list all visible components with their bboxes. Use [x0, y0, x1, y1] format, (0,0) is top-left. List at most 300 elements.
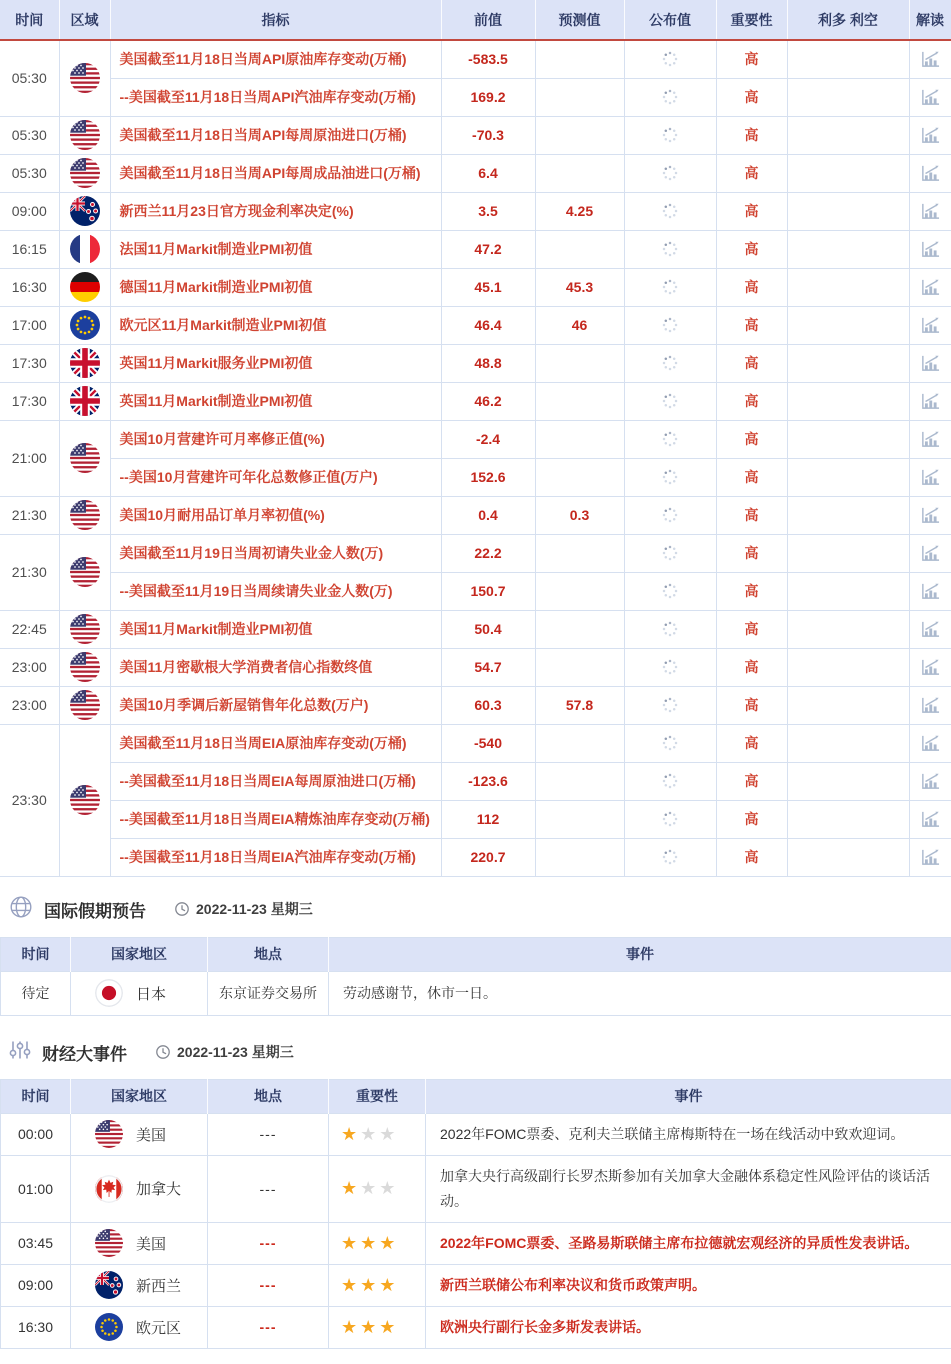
forecast-value-cell: 4.25	[535, 192, 624, 230]
star-filled-icon: ★	[360, 1274, 377, 1295]
country-label: 欧元区	[136, 1319, 182, 1337]
country-wrap	[95, 1313, 206, 1341]
bull-bear-cell	[787, 572, 909, 610]
indicator-cell: 美国截至11月18日当周EIA原油库存变动(万桶)	[110, 724, 441, 762]
star-filled-icon: ★	[341, 1232, 358, 1253]
importance-cell: 高	[716, 458, 787, 496]
bull-bear-cell	[787, 800, 909, 838]
sliders-icon	[8, 1038, 32, 1067]
forecast-value-cell	[535, 40, 624, 78]
loading-spinner-icon	[662, 469, 678, 485]
published-value-cell	[624, 116, 716, 154]
previous-value-cell: 0.4	[441, 496, 535, 534]
table-row	[0, 648, 951, 686]
time-cell: 21:30	[0, 534, 59, 610]
previous-value-cell: 50.4	[441, 610, 535, 648]
star-filled-icon: ★	[360, 1316, 377, 1337]
interpret-cell	[909, 344, 951, 382]
chart-interpret-icon[interactable]	[919, 201, 941, 221]
globe-icon	[8, 894, 34, 925]
indicator-cell: --美国10月营建许可年化总数修正值(万户)	[110, 458, 441, 496]
table-row	[0, 306, 951, 344]
col-header-importance: 重要性	[716, 0, 787, 40]
col-header-bull-bear: 利多 利空	[787, 0, 909, 40]
event-cell: 欧洲央行副行长金多斯发表讲话。	[426, 1306, 951, 1348]
published-value-cell	[624, 40, 716, 78]
chart-interpret-icon[interactable]	[919, 467, 941, 487]
bull-bear-cell	[787, 154, 909, 192]
flag-us-icon	[70, 63, 100, 93]
importance-cell: 高	[716, 344, 787, 382]
events-section-date: 2022-11-23 星期三	[177, 1044, 294, 1060]
col-header-indicator: 指标	[110, 0, 441, 40]
time-cell: 17:30	[0, 382, 59, 420]
bull-bear-cell	[787, 762, 909, 800]
published-value-cell	[624, 572, 716, 610]
chart-interpret-icon[interactable]	[919, 391, 941, 411]
indicator-cell: 英国11月Markit服务业PMI初值	[110, 344, 441, 382]
importance-stars-cell	[329, 1264, 426, 1306]
events-col-time: 时间	[1, 1079, 71, 1113]
region-cell	[59, 724, 110, 876]
table-row	[0, 534, 951, 572]
chart-interpret-icon[interactable]	[919, 49, 941, 69]
indicator-cell: 美国10月季调后新屋销售年化总数(万户)	[110, 686, 441, 724]
interpret-cell	[909, 762, 951, 800]
loading-spinner-icon	[662, 317, 678, 333]
chart-interpret-icon[interactable]	[919, 163, 941, 183]
region-cell	[59, 420, 110, 496]
holiday-col-location: 地点	[208, 937, 329, 971]
flag-nz-icon	[95, 1271, 123, 1299]
time-cell: 09:00	[0, 192, 59, 230]
star-filled-icon: ★	[379, 1274, 396, 1295]
bull-bear-cell	[787, 496, 909, 534]
time-cell: 23:30	[0, 724, 59, 876]
time-cell: 17:00	[0, 306, 59, 344]
table-row	[1, 971, 951, 1015]
time-cell: 22:45	[0, 610, 59, 648]
interpret-cell	[909, 40, 951, 78]
table-row	[0, 40, 951, 78]
chart-interpret-icon[interactable]	[919, 619, 941, 639]
bull-bear-cell	[787, 534, 909, 572]
previous-value-cell: 22.2	[441, 534, 535, 572]
previous-value-cell: -540	[441, 724, 535, 762]
flag-us-icon	[70, 557, 100, 587]
importance-cell: 高	[716, 116, 787, 154]
chart-interpret-icon[interactable]	[919, 125, 941, 145]
chart-interpret-icon[interactable]	[919, 505, 941, 525]
previous-value-cell: 220.7	[441, 838, 535, 876]
country-wrap	[95, 979, 206, 1007]
forecast-value-cell	[535, 116, 624, 154]
interpret-cell	[909, 686, 951, 724]
chart-interpret-icon[interactable]	[919, 771, 941, 791]
previous-value-cell: 48.8	[441, 344, 535, 382]
previous-value-cell: 6.4	[441, 154, 535, 192]
previous-value-cell: 46.2	[441, 382, 535, 420]
previous-value-cell: -2.4	[441, 420, 535, 458]
forecast-value-cell: 46	[535, 306, 624, 344]
region-cell	[59, 154, 110, 192]
forecast-value-cell	[535, 420, 624, 458]
forecast-value-cell	[535, 344, 624, 382]
loading-spinner-icon	[662, 431, 678, 447]
previous-value-cell: 54.7	[441, 648, 535, 686]
bull-bear-cell	[787, 116, 909, 154]
time-cell: 23:00	[0, 686, 59, 724]
table-row	[0, 268, 951, 306]
holiday-col-country: 国家地区	[71, 937, 208, 971]
indicator-cell: 新西兰11月23日官方现金利率决定(%)	[110, 192, 441, 230]
country-wrap	[95, 1229, 206, 1257]
table-row	[0, 78, 951, 116]
table-row	[0, 610, 951, 648]
bull-bear-cell	[787, 458, 909, 496]
loading-spinner-icon	[662, 697, 678, 713]
country-label: 美国	[136, 1126, 167, 1144]
region-cell	[59, 268, 110, 306]
chart-interpret-icon[interactable]	[919, 353, 941, 373]
events-col-importance: 重要性	[329, 1079, 426, 1113]
region-cell	[59, 382, 110, 420]
col-header-time: 时间	[0, 0, 59, 40]
star-empty-icon: ★	[379, 1178, 396, 1198]
indicator-cell: 美国截至11月19日当周初请失业金人数(万)	[110, 534, 441, 572]
chart-interpret-icon[interactable]	[919, 657, 941, 677]
time-cell: 05:30	[0, 116, 59, 154]
country-cell	[71, 1113, 208, 1155]
events-col-event: 事件	[426, 1079, 951, 1113]
country-label: 美国	[136, 1235, 167, 1253]
time-cell: 05:30	[0, 154, 59, 192]
chart-interpret-icon[interactable]	[919, 809, 941, 829]
bull-bear-cell	[787, 838, 909, 876]
indicator-cell: 英国11月Markit制造业PMI初值	[110, 382, 441, 420]
importance-stars-cell	[329, 1155, 426, 1222]
time-cell: 待定	[1, 971, 71, 1015]
table-row	[0, 762, 951, 800]
chart-interpret-icon[interactable]	[919, 315, 941, 335]
table-row	[0, 382, 951, 420]
loading-spinner-icon	[662, 165, 678, 181]
flag-gb-icon	[70, 386, 100, 416]
table-row	[0, 724, 951, 762]
indicator-cell: 美国10月营建许可月率修正值(%)	[110, 420, 441, 458]
interpret-cell	[909, 800, 951, 838]
published-value-cell	[624, 686, 716, 724]
published-value-cell	[624, 838, 716, 876]
bull-bear-cell	[787, 78, 909, 116]
chart-interpret-icon[interactable]	[919, 847, 941, 867]
indicator-cell: 法国11月Markit制造业PMI初值	[110, 230, 441, 268]
chart-interpret-icon[interactable]	[919, 733, 941, 753]
country-cell	[71, 1222, 208, 1264]
time-cell: 23:00	[0, 648, 59, 686]
previous-value-cell: 152.6	[441, 458, 535, 496]
loading-spinner-icon	[662, 849, 678, 865]
clock-icon	[174, 901, 190, 917]
country-wrap	[95, 1120, 206, 1148]
bull-bear-cell	[787, 382, 909, 420]
flag-jp-icon	[95, 979, 123, 1007]
forecast-value-cell	[535, 154, 624, 192]
published-value-cell	[624, 610, 716, 648]
flag-us-icon	[70, 785, 100, 815]
table-row	[1, 1306, 951, 1348]
forecast-value-cell	[535, 648, 624, 686]
interpret-cell	[909, 268, 951, 306]
importance-cell: 高	[716, 724, 787, 762]
previous-value-cell: -583.5	[441, 40, 535, 78]
events-col-location: 地点	[208, 1079, 329, 1113]
country-cell	[71, 1306, 208, 1348]
indicator-cell: 美国11月密歇根大学消费者信心指数终值	[110, 648, 441, 686]
table-row	[0, 344, 951, 382]
events-body	[1, 1113, 951, 1348]
published-value-cell	[624, 458, 716, 496]
bull-bear-cell	[787, 610, 909, 648]
interpret-cell	[909, 724, 951, 762]
country-cell	[71, 1155, 208, 1222]
country-wrap	[95, 1175, 206, 1203]
loading-spinner-icon	[662, 811, 678, 827]
time-cell: 16:30	[1, 1306, 71, 1348]
star-filled-icon: ★	[341, 1316, 358, 1337]
flag-us-icon	[70, 120, 100, 150]
country-wrap	[95, 1271, 206, 1299]
interpret-cell	[909, 496, 951, 534]
event-cell: 2022年FOMC票委、克利夫兰联储主席梅斯特在一场在线活动中致欢迎词。	[426, 1113, 951, 1155]
previous-value-cell: 112	[441, 800, 535, 838]
importance-cell: 高	[716, 268, 787, 306]
flag-eu-icon	[95, 1313, 123, 1341]
loading-spinner-icon	[662, 545, 678, 561]
loading-spinner-icon	[662, 507, 678, 523]
region-cell	[59, 344, 110, 382]
location-cell: ---	[208, 1155, 329, 1222]
previous-value-cell: 169.2	[441, 78, 535, 116]
flag-us-icon	[70, 690, 100, 720]
flag-us-icon	[70, 614, 100, 644]
table-row	[0, 800, 951, 838]
star-filled-icon: ★	[341, 1178, 358, 1198]
holiday-section-title: 国际假期预告	[44, 901, 146, 921]
indicator-cell: 美国11月Markit制造业PMI初值	[110, 610, 441, 648]
loading-spinner-icon	[662, 241, 678, 257]
bull-bear-cell	[787, 648, 909, 686]
time-cell: 09:00	[1, 1264, 71, 1306]
flag-ca-icon	[95, 1175, 123, 1203]
loading-spinner-icon	[662, 51, 678, 67]
col-header-region: 区域	[59, 0, 110, 40]
indicator-cell: 欧元区11月Markit制造业PMI初值	[110, 306, 441, 344]
col-header-forecast: 预测值	[535, 0, 624, 40]
previous-value-cell: -70.3	[441, 116, 535, 154]
chart-interpret-icon[interactable]	[919, 277, 941, 297]
importance-cell: 高	[716, 838, 787, 876]
importance-cell: 高	[716, 686, 787, 724]
table-row	[0, 496, 951, 534]
table-row	[0, 838, 951, 876]
holiday-header-row	[1, 937, 951, 971]
bull-bear-cell	[787, 344, 909, 382]
indicator-cell: --美国截至11月18日当周EIA每周原油进口(万桶)	[110, 762, 441, 800]
table-row	[1, 1222, 951, 1264]
table-row	[0, 154, 951, 192]
previous-value-cell: -123.6	[441, 762, 535, 800]
interpret-cell	[909, 192, 951, 230]
previous-value-cell: 150.7	[441, 572, 535, 610]
forecast-value-cell	[535, 838, 624, 876]
flag-us-icon	[95, 1229, 123, 1257]
interpret-cell	[909, 572, 951, 610]
importance-cell: 高	[716, 496, 787, 534]
events-section-header	[0, 1016, 951, 1079]
table-row	[1, 1155, 951, 1222]
location-cell: ---	[208, 1222, 329, 1264]
bull-bear-cell	[787, 40, 909, 78]
holiday-body	[1, 971, 951, 1015]
indicator-cell: 美国截至11月18日当周API每周成品油进口(万桶)	[110, 154, 441, 192]
loading-spinner-icon	[662, 659, 678, 675]
loading-spinner-icon	[662, 127, 678, 143]
time-cell: 00:00	[1, 1113, 71, 1155]
importance-cell: 高	[716, 800, 787, 838]
country-cell	[71, 1264, 208, 1306]
star-filled-icon: ★	[360, 1232, 377, 1253]
interpret-cell	[909, 116, 951, 154]
holiday-section-date: 2022-11-23 星期三	[196, 901, 313, 917]
events-header-row	[1, 1079, 951, 1113]
previous-value-cell: 46.4	[441, 306, 535, 344]
time-cell: 16:30	[0, 268, 59, 306]
region-cell	[59, 192, 110, 230]
time-cell: 05:30	[0, 40, 59, 116]
previous-value-cell: 45.1	[441, 268, 535, 306]
country-label: 加拿大	[136, 1181, 182, 1198]
region-cell	[59, 306, 110, 344]
indicator-cell: --美国截至11月18日当周EIA汽油库存变动(万桶)	[110, 838, 441, 876]
forecast-value-cell	[535, 230, 624, 268]
star-filled-icon: ★	[341, 1274, 358, 1295]
forecast-value-cell: 45.3	[535, 268, 624, 306]
chart-interpret-icon[interactable]	[919, 543, 941, 563]
loading-spinner-icon	[662, 735, 678, 751]
holiday-table	[0, 937, 951, 1016]
col-header-interpret: 解读	[909, 0, 951, 40]
indicator-cell: 美国截至11月18日当周API每周原油进口(万桶)	[110, 116, 441, 154]
importance-cell: 高	[716, 382, 787, 420]
region-cell	[59, 230, 110, 268]
country-label: 日本	[136, 985, 167, 1003]
country-cell	[71, 971, 208, 1015]
location-cell: ---	[208, 1306, 329, 1348]
flag-gb-icon	[70, 348, 100, 378]
importance-cell: 高	[716, 192, 787, 230]
chart-interpret-icon[interactable]	[919, 695, 941, 715]
importance-cell: 高	[716, 534, 787, 572]
flag-us-icon	[95, 1120, 123, 1148]
chart-interpret-icon[interactable]	[919, 87, 941, 107]
table-row	[0, 192, 951, 230]
clock-icon	[155, 1044, 171, 1060]
star-empty-icon: ★	[379, 1123, 396, 1144]
star-empty-icon: ★	[360, 1123, 377, 1144]
forecast-value-cell	[535, 800, 624, 838]
published-value-cell	[624, 648, 716, 686]
interpret-cell	[909, 610, 951, 648]
forecast-value-cell	[535, 762, 624, 800]
importance-cell: 高	[716, 420, 787, 458]
region-cell	[59, 648, 110, 686]
region-cell	[59, 40, 110, 116]
importance-cell: 高	[716, 40, 787, 78]
forecast-value-cell	[535, 572, 624, 610]
interpret-cell	[909, 838, 951, 876]
chart-interpret-icon[interactable]	[919, 581, 941, 601]
loading-spinner-icon	[662, 89, 678, 105]
time-cell: 17:30	[0, 344, 59, 382]
star-filled-icon: ★	[341, 1123, 358, 1144]
indicator-cell: --美国截至11月18日当周API汽油库存变动(万桶)	[110, 78, 441, 116]
previous-value-cell: 3.5	[441, 192, 535, 230]
holiday-col-time: 时间	[1, 937, 71, 971]
event-cell: 加拿大央行高级副行长罗杰斯参加有关加拿大金融体系稳定性风险评估的谈话活动。	[426, 1155, 951, 1222]
previous-value-cell: 60.3	[441, 686, 535, 724]
region-cell	[59, 534, 110, 610]
interpret-cell	[909, 420, 951, 458]
loading-spinner-icon	[662, 279, 678, 295]
chart-interpret-icon[interactable]	[919, 239, 941, 259]
flag-us-icon	[70, 158, 100, 188]
time-cell: 16:15	[0, 230, 59, 268]
interpret-cell	[909, 458, 951, 496]
loading-spinner-icon	[662, 203, 678, 219]
calendar-header-row	[0, 0, 951, 40]
loading-spinner-icon	[662, 773, 678, 789]
importance-cell: 高	[716, 648, 787, 686]
location-cell: ---	[208, 1113, 329, 1155]
holiday-section-header	[0, 877, 951, 937]
published-value-cell	[624, 344, 716, 382]
flag-eu-icon	[70, 310, 100, 340]
indicator-cell: --美国截至11月18日当周EIA精炼油库存变动(万桶)	[110, 800, 441, 838]
interpret-cell	[909, 382, 951, 420]
published-value-cell	[624, 496, 716, 534]
star-filled-icon: ★	[379, 1316, 396, 1337]
chart-interpret-icon[interactable]	[919, 429, 941, 449]
table-row	[0, 572, 951, 610]
published-value-cell	[624, 800, 716, 838]
table-row	[0, 230, 951, 268]
interpret-cell	[909, 78, 951, 116]
published-value-cell	[624, 724, 716, 762]
table-row	[0, 686, 951, 724]
bull-bear-cell	[787, 268, 909, 306]
bull-bear-cell	[787, 686, 909, 724]
previous-value-cell: 47.2	[441, 230, 535, 268]
col-header-published: 公布值	[624, 0, 716, 40]
interpret-cell	[909, 534, 951, 572]
loading-spinner-icon	[662, 583, 678, 599]
indicator-cell: 美国10月耐用品订单月率初值(%)	[110, 496, 441, 534]
event-cell: 劳动感谢节，休市一日。	[329, 971, 951, 1015]
published-value-cell	[624, 762, 716, 800]
published-value-cell	[624, 230, 716, 268]
forecast-value-cell	[535, 78, 624, 116]
